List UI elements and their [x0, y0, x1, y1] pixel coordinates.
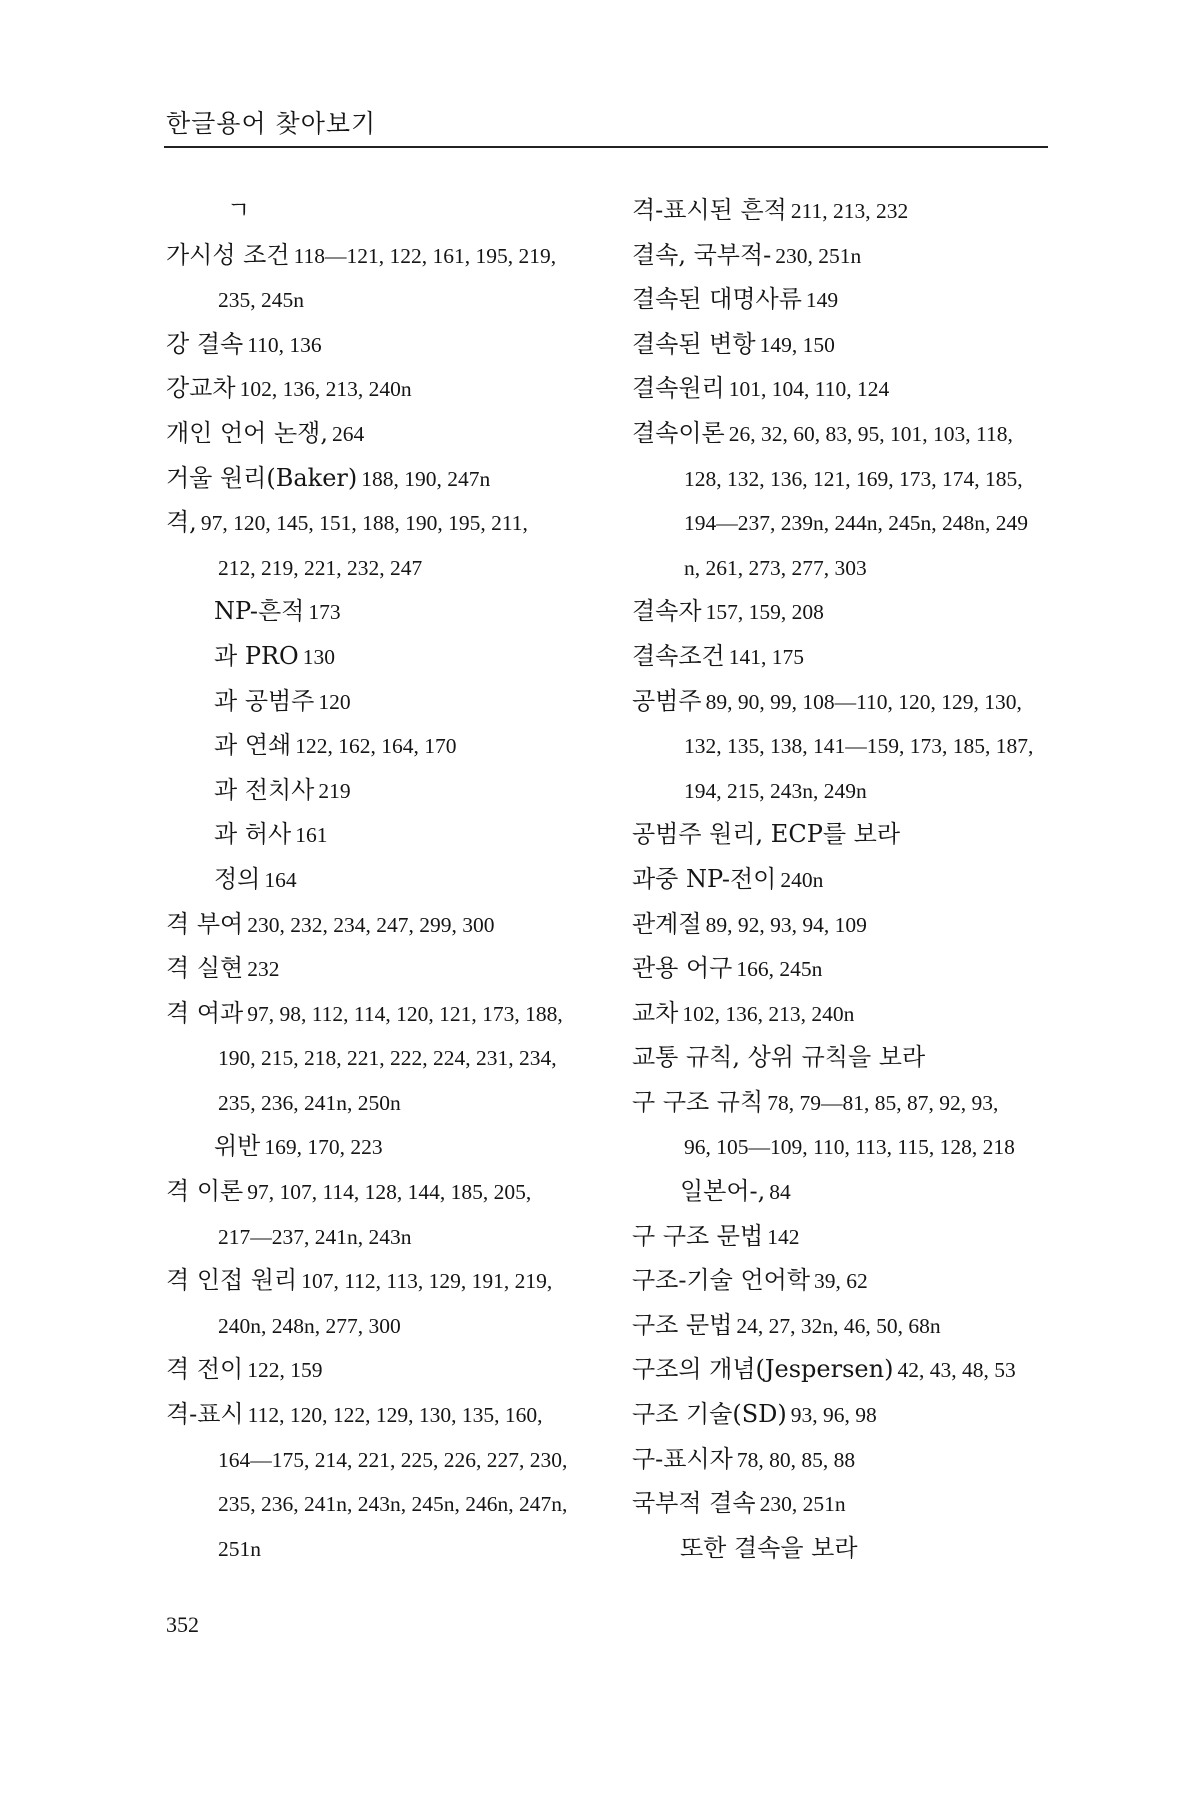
index-entry: [166, 1258, 606, 1303]
index-pages: 240n: [780, 867, 824, 892]
index-entry: [166, 1080, 606, 1125]
index-term: 격-표시된 흔적: [632, 196, 787, 224]
index-term: ㄱ: [227, 196, 251, 224]
index-pages: 194, 215, 243n, 249n: [684, 778, 867, 803]
header-rule: [164, 146, 1048, 148]
index-pages: 251n: [218, 1536, 261, 1561]
index-pages: 264: [332, 421, 365, 446]
index-pages: 166, 245n: [736, 957, 823, 982]
index-term: 결속, 국부적-: [632, 240, 772, 269]
index-pages: 97, 120, 145, 151, 188, 190, 195, 211,: [200, 511, 528, 536]
index-entry: [632, 946, 1062, 991]
index-term: 결속된 대명사류: [632, 285, 802, 314]
index-entry: [166, 545, 606, 590]
index-entry: [166, 723, 606, 768]
index-pages: 194—237, 239n, 244n, 245n, 248n, 249: [684, 511, 1028, 536]
index-term: 위반: [214, 1132, 261, 1161]
index-term: 결속자: [632, 597, 702, 626]
index-pages: 93, 96, 98: [790, 1403, 877, 1428]
index-entry: [632, 1080, 1062, 1125]
index-term: 강 결속: [166, 329, 244, 358]
index-term: 격 전이: [166, 1355, 244, 1384]
index-entry: [166, 991, 606, 1036]
index-entry: [166, 634, 606, 679]
index-pages: 188, 190, 247n: [361, 466, 491, 491]
index-term: 격 인접 원리: [166, 1266, 298, 1295]
index-entry: [632, 322, 1062, 367]
index-entry: [632, 1035, 1062, 1080]
index-pages: 97, 107, 114, 128, 144, 185, 205,: [247, 1180, 532, 1205]
index-entry: [166, 411, 606, 456]
index-entry: [166, 456, 606, 501]
index-pages: 212, 219, 221, 232, 247: [218, 555, 423, 580]
index-entry: [166, 366, 606, 411]
index-pages: 102, 136, 213, 240n: [682, 1001, 855, 1026]
index-entry: [632, 768, 1062, 813]
index-entry: [166, 500, 606, 545]
index-term: 관용 어구: [632, 954, 733, 983]
index-term: 과중 NP-전이: [632, 864, 777, 893]
index-entry: [632, 1303, 1062, 1348]
index-pages: 102, 136, 213, 240n: [239, 377, 412, 402]
index-entry: [166, 902, 606, 947]
index-pages: 89, 92, 93, 94, 109: [705, 912, 867, 937]
index-term: 과 연쇄: [214, 731, 292, 760]
index-entry: [632, 545, 1062, 590]
index-column-left: [166, 188, 606, 1570]
index-entry: [632, 679, 1062, 724]
index-term: 또한 결속을 보라: [680, 1533, 858, 1562]
index-entry: [632, 1347, 1062, 1392]
index-entry: [166, 233, 606, 278]
index-term: 거울 원리(Baker): [166, 463, 358, 492]
index-pages: 230, 251n: [759, 1492, 846, 1517]
index-pages: 42, 43, 48, 53: [897, 1358, 1016, 1383]
index-entry: [632, 1526, 1062, 1571]
index-pages: 219: [318, 778, 351, 803]
index-pages: 240n, 248n, 277, 300: [218, 1313, 401, 1338]
index-term: 교통 규칙, 상위 규칙을 보라: [632, 1043, 926, 1072]
index-term: 구조의 개념(Jespersen): [632, 1355, 894, 1384]
index-entry: [632, 1258, 1062, 1303]
index-entry: [166, 1124, 606, 1169]
index-entry: [632, 857, 1062, 902]
index-term: 격 실현: [166, 954, 244, 983]
index-entry: [166, 679, 606, 724]
index-entry: [632, 1437, 1062, 1482]
index-entry: [632, 277, 1062, 322]
index-pages: 230, 232, 234, 247, 299, 300: [247, 912, 495, 937]
index-term: 관계절: [632, 909, 702, 938]
index-pages: 122, 159: [247, 1358, 323, 1383]
index-pages: 112, 120, 122, 129, 130, 135, 160,: [247, 1403, 543, 1428]
index-entry: [632, 1124, 1062, 1169]
index-entry: [166, 1437, 606, 1482]
index-term: 구 구조 규칙: [632, 1087, 764, 1116]
index-entry: [632, 1214, 1062, 1259]
index-column-right: [632, 188, 1062, 1570]
index-term: 일본어-,: [680, 1177, 766, 1206]
index-pages: 149: [805, 288, 839, 313]
index-entry: [166, 946, 606, 991]
index-term: 격 이론: [166, 1177, 244, 1206]
index-term: 격,: [166, 508, 197, 537]
index-term: 결속조건: [632, 641, 725, 670]
index-pages: 164—175, 214, 221, 225, 226, 227, 230,: [218, 1447, 568, 1472]
index-term: 구 구조 문법: [632, 1221, 764, 1250]
index-pages: 161: [295, 823, 328, 848]
index-term: 격-표시: [166, 1400, 244, 1429]
index-pages: 110, 136: [247, 332, 322, 357]
index-entry: [632, 902, 1062, 947]
index-term: 구조-기술 언어학: [632, 1266, 811, 1295]
index-term: NP-흔적: [214, 597, 305, 626]
index-pages: n, 261, 273, 277, 303: [684, 555, 867, 580]
index-term: 공범주 원리, ECP를 보라: [632, 820, 901, 849]
index-entry: [166, 589, 606, 634]
index-term: 결속이론: [632, 418, 725, 447]
index-term: 과 공범주: [214, 686, 315, 715]
index-entry: [632, 1169, 1062, 1214]
index-pages: 141, 175: [728, 644, 804, 669]
index-pages: 24, 27, 32n, 46, 50, 68n: [736, 1313, 941, 1338]
index-entry: [166, 857, 606, 902]
index-term: 결속원리: [632, 374, 725, 403]
index-pages: 164: [264, 867, 297, 892]
index-pages: 118—121, 122, 161, 195, 219,: [293, 243, 557, 268]
index-entry: [632, 812, 1062, 857]
index-term: 구-표시자: [632, 1444, 733, 1473]
index-entry: [632, 366, 1062, 411]
index-term: 공범주: [632, 686, 702, 715]
index-term: 과 전치사: [214, 775, 315, 804]
index-pages: 235, 245n: [218, 288, 304, 313]
index-pages: 96, 105—109, 110, 113, 115, 128, 218: [684, 1135, 1015, 1160]
index-term: 과 PRO: [214, 641, 299, 670]
index-pages: 235, 236, 241n, 250n: [218, 1090, 401, 1115]
index-pages: 84: [769, 1180, 791, 1205]
index-entry: [632, 233, 1062, 278]
index-pages: 132, 135, 138, 141—159, 173, 185, 187,: [684, 734, 1034, 759]
index-pages: 26, 32, 60, 83, 95, 101, 103, 118,: [728, 421, 1013, 446]
index-entry: [632, 991, 1062, 1036]
index-pages: 97, 98, 112, 114, 120, 121, 173, 188,: [247, 1001, 563, 1026]
index-entry: [166, 812, 606, 857]
index-pages: 157, 159, 208: [705, 600, 824, 625]
index-pages: 39, 62: [814, 1269, 868, 1294]
index-term: 교차: [632, 998, 679, 1027]
index-entry: [166, 1303, 606, 1348]
index-entry: [632, 411, 1062, 456]
index-term: 결속된 변항: [632, 329, 756, 358]
index-pages: 130: [302, 644, 335, 669]
index-entry: [632, 456, 1062, 501]
index-entry: [166, 1347, 606, 1392]
index-entry: [632, 188, 1062, 233]
running-header-title: 한글용어 찾아보기: [166, 109, 377, 138]
index-entry: [166, 1214, 606, 1259]
index-term: 과 허사: [214, 820, 292, 849]
index-pages: 235, 236, 241n, 243n, 245n, 246n, 247n,: [218, 1492, 568, 1517]
index-entry: [166, 322, 606, 367]
index-term: 격 부여: [166, 909, 244, 938]
index-pages: 230, 251n: [775, 243, 862, 268]
index-entry: [632, 1481, 1062, 1526]
index-entry: [632, 589, 1062, 634]
index-entry: [632, 500, 1062, 545]
index-entry: [166, 1035, 606, 1080]
index-pages: 149, 150: [759, 332, 835, 357]
index-entry: [166, 1392, 606, 1437]
index-entry: [166, 1481, 606, 1526]
index-entry: [166, 188, 606, 233]
index-entry: [166, 1526, 606, 1571]
index-entry: [632, 723, 1062, 768]
page-number: 352: [166, 1612, 199, 1637]
index-pages: 173: [308, 600, 341, 625]
index-pages: 107, 112, 113, 129, 191, 219,: [301, 1269, 553, 1294]
index-pages: 190, 215, 218, 221, 222, 224, 231, 234,: [218, 1046, 557, 1071]
index-pages: 122, 162, 164, 170: [295, 734, 457, 759]
index-pages: 101, 104, 110, 124: [728, 377, 890, 402]
index-term: 구조 문법: [632, 1310, 733, 1339]
index-term: 국부적 결속: [632, 1489, 756, 1518]
index-pages: 78, 79—81, 85, 87, 92, 93,: [767, 1090, 999, 1115]
index-term: 가시성 조건: [166, 240, 290, 269]
index-pages: 232: [247, 957, 280, 982]
index-term: 강교차: [166, 374, 236, 403]
index-pages: 211, 213, 232: [790, 199, 909, 223]
index-term: 격 여과: [166, 998, 244, 1027]
index-pages: 78, 80, 85, 88: [736, 1447, 856, 1472]
index-entry: [166, 277, 606, 322]
index-entry: [632, 1392, 1062, 1437]
index-entry: [166, 1169, 606, 1214]
index-term: 정의: [214, 864, 261, 893]
index-entry: [166, 768, 606, 813]
index-pages: 120: [318, 689, 351, 714]
index-pages: 89, 90, 99, 108—110, 120, 129, 130,: [705, 689, 1022, 714]
index-term: 개인 언어 논쟁,: [166, 418, 328, 447]
index-pages: 217—237, 241n, 243n: [218, 1224, 412, 1249]
index-entry: [632, 634, 1062, 679]
index-term: 구조 기술(SD): [632, 1400, 787, 1429]
index-pages: 128, 132, 136, 121, 169, 173, 174, 185,: [684, 466, 1023, 491]
index-pages: 142: [767, 1224, 800, 1249]
index-pages: 169, 170, 223: [264, 1135, 383, 1160]
